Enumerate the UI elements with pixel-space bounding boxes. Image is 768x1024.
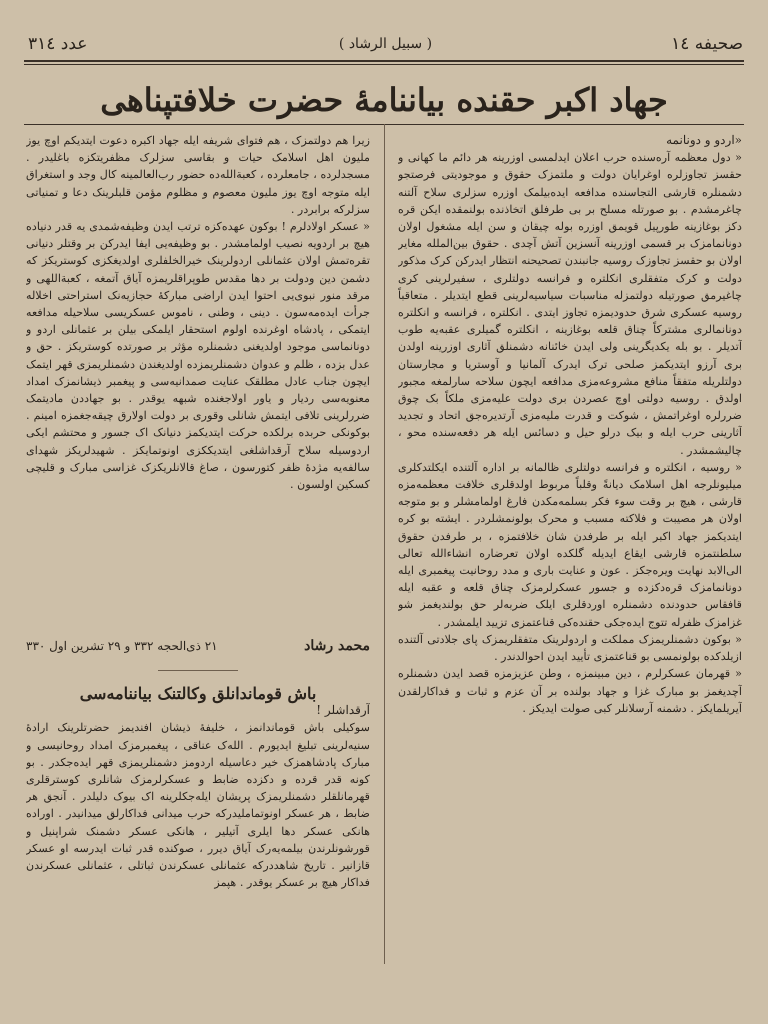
paragraph: « قهرمان عسکرلرم ، دین مبینمزه ، وطن عزیزمزه قصد ایدن دشمنلره آچدیغمز بو مبارک غزا و جهاد بولنده بر آن عزم و ثبات و فداکارلقدن آیریلمایکز . دشمنه آرسلانلر کبی صولت ایدیکز .	[398, 667, 742, 715]
decree-date: ۲۱ ذی‌الحجه ۳۳۲ و ۲۹ تشرین اول ۳۳۰	[26, 639, 218, 653]
issue-number: عدد ۳۱٤	[28, 34, 88, 54]
paragraph: « بوکون دشمنلریمزک مملکت و اردولرینک متفقلریمزک پای جلادتی آلتنده ازیلدکده بولونمسی بو قناعتمزی تأیید ایدن احوالدندر .	[398, 632, 742, 664]
left-column-body	[26, 132, 370, 632]
masthead-name: ( سبیل الرشاد )	[338, 36, 433, 52]
left-column	[26, 132, 370, 968]
right-column	[398, 132, 742, 968]
column-divider	[384, 124, 385, 964]
header-rule-thin	[24, 64, 744, 65]
section-divider	[158, 670, 238, 671]
signature-line	[26, 638, 370, 660]
paragraph: « روسیه ، انکلتره و فرانسه دولتلری ظالمانه بر اداره آلتنده ایکلتدکلری میلیونلرجه اهل اسلامک دیانةً وقلباً مربوط اولدقلری خلافت معظمه‌مزه قارشی ، هیچ بر وقت سوء فکر بسلمه‌مکدن فارغ اولمامشلر و بو متوجه اولان هر مصیبت و فلاکته مسبب و محرک بولونمشلردر . ایشته بو کره ایتدیکمز جهاد اکبر ایله بر طرفدن شان خلافتمزه ، بر طرفدن حقوق سلطنتمزه قارشی ایقاع ایدیله گلکده اولان تعرضاره انشاءالله تعالی الی‌الابد نهایت ویره‌جکز . عون و عنایت باری و مدد روحانیت پیغمبری ایله دونانمامزک قره‌دکزده و جسور عسکرلرمزک چناق قلعه و عقبه ایله قافقاس حدودنده دشمنلره اوردقلری ایلک ضربه‌لر حق بولندیغمز شو غزامزک ظفرله تتوج ایده‌جکی حقنده‌کی قناعتمزی تزیید ایلمشدر .	[398, 460, 742, 629]
running-header	[28, 34, 743, 58]
salutation: آرقداشلر !	[316, 703, 370, 718]
paragraph: « دول معظمه آره‌سنده حرب اعلان ایدلمسی اوزرینه هر دائم ما کهانی و حقسز تجاوزلره اوغرایان دولت و ملتمزک حقوق و موجودیتی فرصتجو دشمنلره قارشی التجاسنده مدافعه ایده‌بیلمک اوزره سزلری سلاح آلتنه چاغرمشدم . بو صورتله مسلح بر بی طرفلق اتخاذنده بولنمقده ایکن قره دکز بوغازینه طورپیل قویمق اوزره بوله چیقان و سن ایله مشغول اولان دونانمامزک بر قسمی اوزرینه آنسزین آتش آچدی . حقوق بین‌الملله مغایر اولان بو حقسز تجاوزک روسیه جانبندن تصحیحنه انتظار ایدرکن کرک مذکور دولت و کرک متفقلری انکلتره و فرانسه دولتلری ، سفیرلرینی کری چاغیرمق صورتیله دولتمزله مناسبات سیاسیه‌لرینی قطع ایتدیلر . متعاقباً روسیه عسکری شرق حدودیمزه تجاوز ایتدی . انکلتره ، فرانسه و انکلتره دونانمالری مشترکاً چناق قلعه بوغازینه ، انکلتره گمیلری عقبه‌یه طوب آتدیلر . بو بله یکدیگرینی ولی ایدن خائنانه دشمنلق آثاری اوزرینه اولدن بری آرزو ایتدیکمز صلحی ترک ایدرک آلمانیا و آوستریا و مجارستان دولتلریله متفقاً منافع مشروعه‌مزی مدافعه ایچون سلاحه سارلمغه مجبور اولدق . روسیه دولتی اوچ عصردن بری دولت علیه‌مزی ملکاً بک چوق ضررلره اوغراتمش ، شوکت و قدرت ملیه‌مزی آرتدیره‌جق اتحاد و تجدید آثارینی حرب ایله و بیک درلو حیل و دسائس ایله هر دفعه‌سنده محو ، چالیشمشدر .	[398, 151, 742, 457]
page-number: صحیفه ۱٤	[671, 34, 743, 54]
signer-name: محمد رشاد	[304, 638, 370, 654]
header-rule	[24, 60, 744, 62]
page-title: جهاد اکبر حقنده بیاننامهٔ حضرت خلافتپناهی	[100, 81, 668, 119]
paragraph: زیرا هم دولتمزک ، هم فتوای شریفه ایله جهاد اکبره دعوت ایتدیکم اوچ یوز ملیون اهل اسلامک حیات و بقاسی سزلرک مظفریتکزه باغلیدر . مسجدلرده ، جامعلرده ، کعبة‌الله‌ده حضور رب‌العالمینه کال وجد و استغراق ایله متوجه اوچ یوز ملیون معصوم و مظلوم مؤمن قلبلرینک دعا و تمنیاتی سزلرکه برابردر .	[26, 134, 370, 216]
section-heading: «اردو و دونانمه	[666, 133, 742, 147]
section-subtitle: باش قوماندانلق وکالتنک بیاننامه‌سی	[79, 684, 317, 703]
paragraph: سوکیلی باش قوماندانمز ، خلیفهٔ ذیشان افندیمز حضرتلرینک ارادهٔ سنیه‌لرینی تبلیغ ایدیورم . الله‌ک عناقی ، پیغمبرمزک امداد روحانیسی و مبارک پادشاهمزک خیر دعاسیله اردومز دشمنلریمزی قهر ایده‌جکدر . بو کونه قدر قرده و دکزده ضابط و عسکرلرمزک شانلری کوسترقلری قهرمانلقلر دشمنلریمزک پریشان ایله‌جکلرینه اک بیوک دلیلدر . آنجق هر ضابط ، هر عسکر اونوتماملیدرکه حرب میدانی فداکارلق میدانیدر . اوراده هانکی عسکر دها ایلری آتیلیر ، هانکی عسکر دشمنک شراپنیل و قورشونلرندن بیلمه‌یه‌رک آیاق دیرر ، صوکنده قدر ثبات ایدرسه او عسکر قازانیر . تاریخ شاهددرکه عثمانلی عسکرندن ثباتلی ، عثمانلی عسکرندن فداکار هیچ بر عسکر یوقدر . هپمز	[26, 721, 370, 890]
paragraph: « عسکر اولادلرم ! بوکون عهده‌کزه ترتب ایدن وظیفه‌شمدی یه قدر دنیاده هیچ بر اردویه نصیب اولمامشدر . بو وظیفه‌یی ایفا ایدرکن بر وقتلر دنیانی تقره‌تمش اولان عثمانلی اردولرینک خیرالخلفلری اولدیغکزی کوستریکز که دشمن دین ودولت بر دها مقدس طوپراقلریمزه آیاق آتمغه ، کعبة‌اللهی و مرقد منور نبوی‌یی احتوا ایدن اراضی مبارکهٔ حجازیه‌نک استراحتی اخلاله جرأت ایده‌مه‌سون . دینی ، وطنی ، ناموس عسکریسی سلاحیله مدافعه ایتمکی ، پادشاه اوغرنده اولوم استحقار ایلمکی بیلن بر عثمانلی اردو و دونانماسی موجود اولدیغنی دشمنلره مؤثر بر صورتده کوستریکز . حق و عدل بزده ، ظلم و عدوان دشمنلریمزده اولدیغندن دشمنلریمزی قهر ایتمک ایچون جناب عادل مطلقک عنایت صمدانیه‌سی و پیغمبر ذیشانمزک امداد معنویه‌سی ردیار و یاور اولاجغنده شبهه یوقدر . بو جهاددن مادیتمک ضررلرینی تلافی ایتمش شانلی وقوری بر دولت اولارق چیقه‌جغمزه امینم . بوکونکی حربده برلکده حرکت ایتدیکمز دنیانک اک جسور و محتشم ایکی اردوسیله سلاح آرقداشلغی ایتدیککزی اونوتمایکز . شهیدلریکز شهدای سالفه‌یه مژدهٔ ظفر کتورسون ، صاغ قالانلریکزک غزاسی مبارک و قلیچی کسکین اولسون .	[26, 220, 370, 492]
